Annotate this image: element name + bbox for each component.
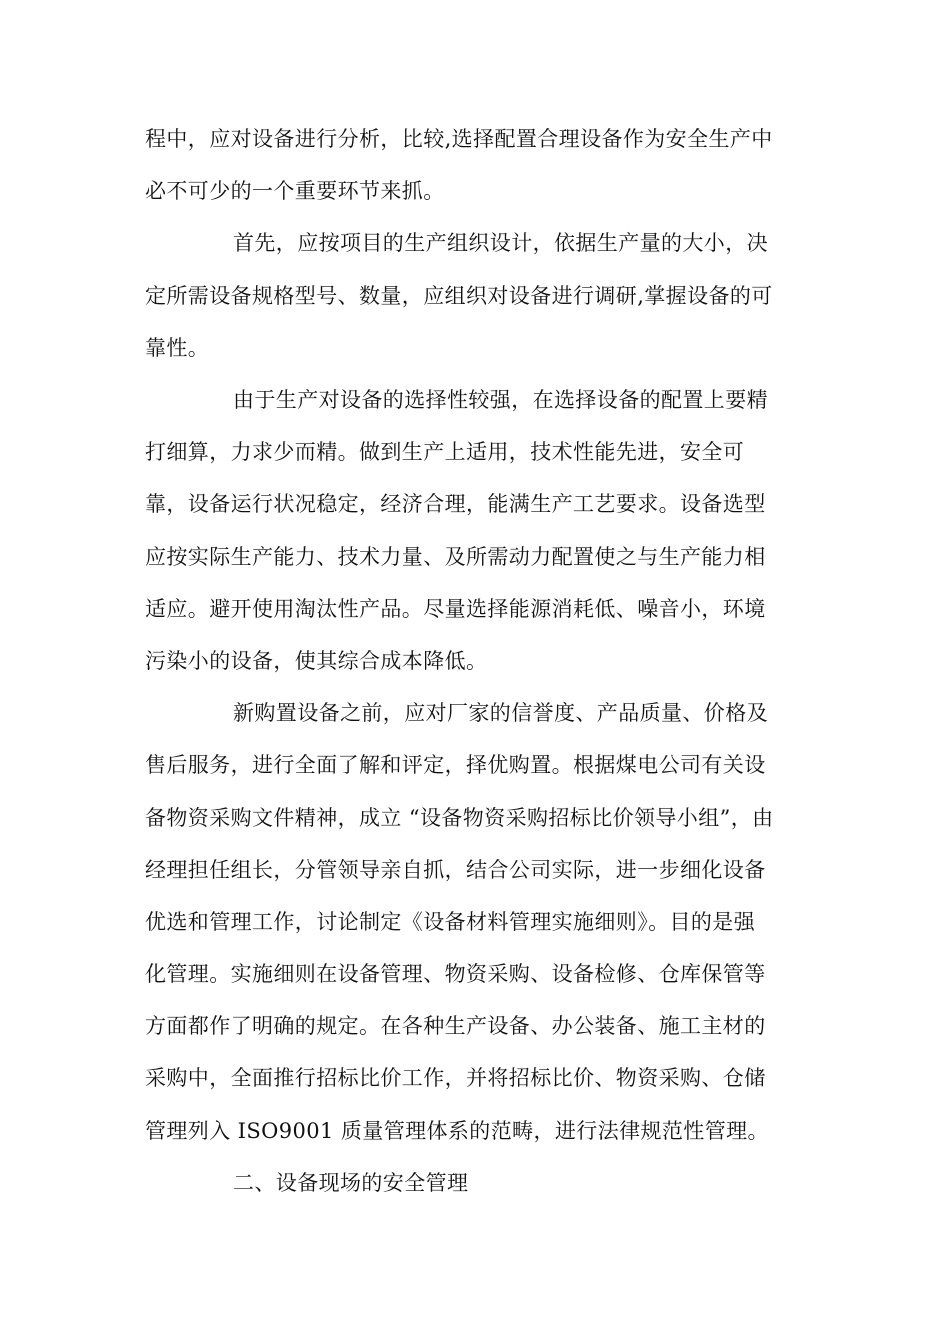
text-line: 污染小的设备，使其综合成本降低。 xyxy=(145,649,488,673)
text-line: 靠性。 xyxy=(145,336,210,360)
text-line: 打细算，力求少而精。做到生产上适用，技术性能先进，安全可 xyxy=(145,440,745,464)
text-line: 方面都作了明确的规定。在各种生产设备、办公装备、施工主材的 xyxy=(145,1014,766,1038)
text-line: 售后服务，进行全面了解和评定，择优购置。根据煤电公司有关设 xyxy=(145,753,766,777)
text-line: 必不可少的一个重要环节来抓。 xyxy=(145,179,445,203)
text-line: 应按实际生产能力、技术力量、及所需动力配置使之与生产能力相 xyxy=(145,545,766,569)
text-line: 程中，应对设备进行分析，比较,选择配置合理设备作为安全生产中 xyxy=(145,127,773,151)
text-line: 靠，设备运行状况稳定，经济合理，能满生产工艺要求。设备选型 xyxy=(145,492,766,516)
text-line: 化管理。实施细则在设备管理、物资采购、设备检修、仓库保管等 xyxy=(145,962,766,986)
paragraph-first-line: 首先，应按项目的生产组织设计，依据生产量的大小，决 xyxy=(233,231,768,255)
section-heading: 二、设备现场的安全管理 xyxy=(233,1171,469,1195)
text-line: 采购中，全面推行招标比价工作，并将招标比价、物资采购、仓储 xyxy=(145,1066,766,1090)
text-line: 经理担任组长，分管领导亲自抓，结合公司实际，进一步细化设备 xyxy=(145,858,766,882)
text-line: 管理列入 ISO9001 质量管理体系的范畴，进行法律规范性管理。 xyxy=(145,1119,769,1143)
text-line: 优选和管理工作，讨论制定《设备材料管理实施细则》。目的是强 xyxy=(145,910,756,934)
text-line: 备物资采购文件精神，成立 “设备物资采购招标比价领导小组”，由 xyxy=(145,806,774,830)
paragraph-first-line: 由于生产对设备的选择性较强，在选择设备的配置上要精 xyxy=(233,388,768,412)
text-line: 定所需设备规格型号、数量，应组织对设备进行调研,掌握设备的可 xyxy=(145,284,773,308)
paragraph-first-line: 新购置设备之前，应对厂家的信誉度、产品质量、价格及 xyxy=(233,701,768,725)
text-line: 适应。避开使用淘汰性产品。尽量选择能源消耗低、噪音小，环境 xyxy=(145,597,766,621)
